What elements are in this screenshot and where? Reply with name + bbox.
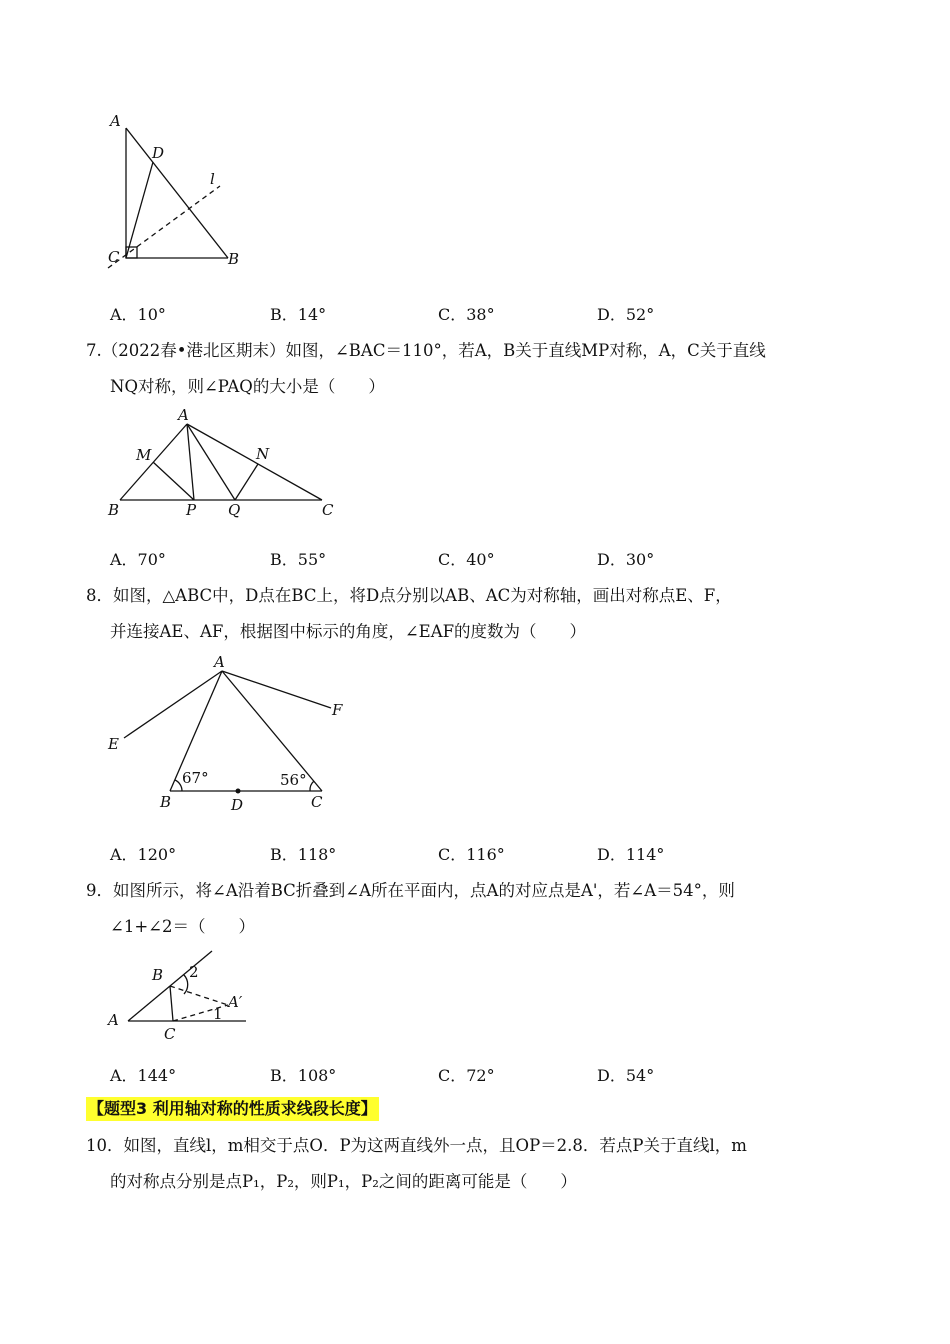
q7-label-p: P (186, 501, 197, 519)
q9-dashed-ba (170, 986, 228, 1005)
q7-option-a[interactable]: A．70° (110, 550, 166, 569)
q7-label-c: C (322, 501, 334, 519)
q9-option-b[interactable]: B．108° (270, 1066, 337, 1085)
q6-option-d[interactable]: D．52° (597, 305, 655, 324)
q7-option-d[interactable]: D．30° (597, 550, 655, 569)
q6-side-ab (126, 128, 228, 258)
q7-segment-nq (235, 464, 258, 500)
q9-option-a[interactable]: A．144° (110, 1066, 177, 1085)
q8-label-d: D (231, 796, 244, 814)
q9-figure (100, 945, 260, 1045)
q8-label-a: A (214, 653, 225, 671)
q6-option-a[interactable]: A．10° (110, 305, 166, 324)
q9-label-a: A (108, 1011, 119, 1029)
q6-options (110, 302, 810, 326)
q8-angle-b-label: 67° (182, 769, 209, 787)
q8-side-ac (222, 671, 322, 791)
q9-options (110, 1063, 810, 1087)
q7-label-n: N (256, 445, 270, 463)
q9-label-2: 2 (189, 963, 199, 981)
q7-figure (100, 405, 350, 520)
q7-options (110, 547, 810, 571)
q8-label-f: F (332, 701, 343, 719)
q8-option-d[interactable]: D．114° (597, 845, 665, 864)
q8-label-b: B (160, 793, 172, 811)
q10-stem-line2: 的对称点分别是点P₁，P₂，则P₁，P₂之间的距离可能是（ ） (110, 1172, 577, 1191)
q7-option-b[interactable]: B．55° (270, 550, 327, 569)
q8-angle-b-arc (175, 780, 182, 791)
q6-option-b[interactable]: B．14° (270, 305, 327, 324)
q8-stem-line2: 并连接AE、AF，根据图中标示的角度，∠EAF的度数为（ ） (110, 622, 587, 641)
q9-fold-line-bc (170, 986, 173, 1021)
q7-stem-line2: NQ对称，则∠PAQ的大小是（ ） (110, 377, 385, 396)
q7-segment-ap (187, 424, 194, 500)
section-heading-type3: 【题型3 利用轴对称的性质求线段长度】 (86, 1097, 379, 1121)
q6-label-d: D (152, 144, 165, 162)
q7-label-b: B (108, 501, 120, 519)
q9-option-c[interactable]: C．72° (438, 1066, 495, 1085)
q9-label-c: C (164, 1025, 176, 1043)
q8-option-c[interactable]: C．116° (438, 845, 505, 864)
q10-stem-line1: 10．如图，直线l，m相交于点O．P为这两直线外一点，且OP＝2.8．若点P关于直线l，m (86, 1136, 747, 1155)
q6-label-b: B (228, 250, 240, 268)
q9-label-a-prime: A′ (228, 993, 243, 1011)
q8-label-e: E (108, 735, 119, 753)
q8-segment-af (222, 671, 331, 708)
q9-angle-2-arc (184, 975, 188, 994)
q7-side-ac (187, 424, 322, 500)
q6-figure (100, 108, 260, 278)
q8-stem-line1: 8．如图，△ABC中，D点在BC上，将D点分别以AB、AC为对称轴，画出对称点E、F， (86, 586, 732, 605)
q9-label-1: 1 (213, 1005, 223, 1023)
q8-label-c: C (311, 793, 323, 811)
q8-options (110, 842, 810, 866)
q8-option-a[interactable]: A．120° (110, 845, 177, 864)
q7-stem-line1: 7.（2022春•港北区期末）如图，∠BAC＝110°，若A，B关于直线MP对称，A，C关于直线 (86, 341, 766, 360)
q6-label-l: l (210, 170, 215, 188)
q7-label-a: A (178, 406, 189, 424)
q7-label-q: Q (228, 501, 241, 519)
q9-label-b: B (152, 966, 164, 984)
q9-stem-line1: 9．如图所示，将∠A沿着BC折叠到∠A所在平面内，点A的对应点是A'，若∠A＝54°，则 (86, 881, 735, 900)
q8-angle-c-arc (310, 781, 314, 791)
q7-segment-aq (187, 424, 235, 500)
q8-figure (100, 650, 360, 820)
q6-segment-cd (126, 162, 153, 258)
q9-option-d[interactable]: D．54° (597, 1066, 655, 1085)
q8-point-d (236, 789, 241, 794)
q6-label-c: C (108, 248, 120, 266)
q8-option-b[interactable]: B．118° (270, 845, 337, 864)
q7-label-m: M (136, 446, 152, 464)
q6-option-c[interactable]: C．38° (438, 305, 495, 324)
q6-label-a: A (110, 112, 121, 130)
q9-stem-line2: ∠1+∠2＝（ ） (110, 917, 255, 936)
q7-segment-mp (153, 462, 194, 500)
q7-option-c[interactable]: C．40° (438, 550, 495, 569)
q8-angle-c-label: 56° (280, 771, 307, 789)
